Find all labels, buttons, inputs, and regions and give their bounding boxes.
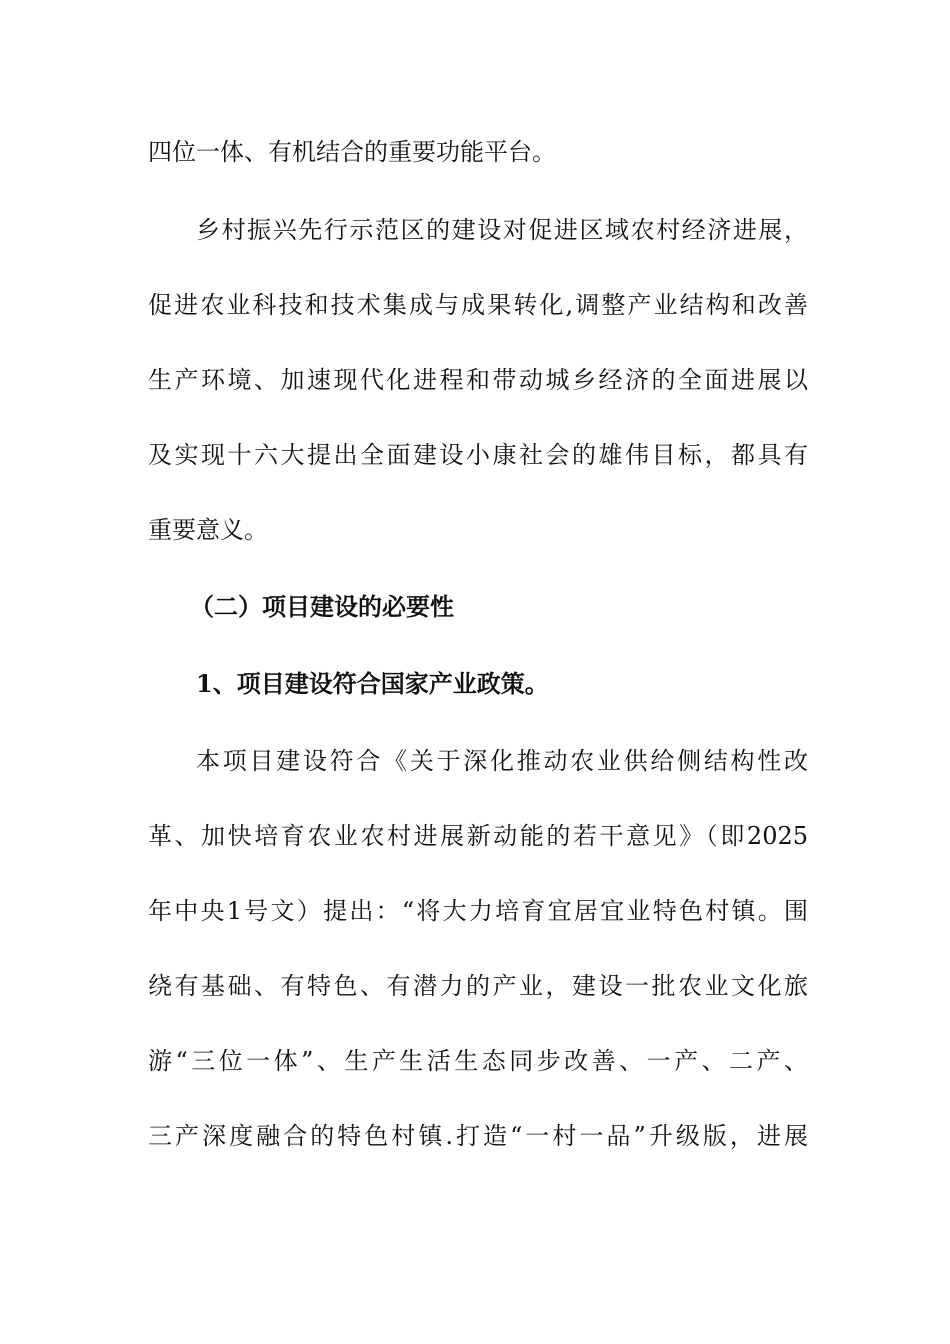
paragraph-line: 及实现十六大提出全面建设小康社会的雄伟目标，都具有 [148,441,808,469]
paragraph-line: 重要意义。 [148,516,268,544]
paragraph-line: 生产环境、加速现代化进程和带动城乡经济的全面进展以 [148,366,808,394]
paragraph-line: 四位一体、有机结合的重要功能平台。 [148,138,556,166]
paragraph-line: 年中央1号文）提出：“将大力培育宜居宜业特色村镇。围 [148,897,808,925]
paragraph-line: 促进农业科技和技术集成与成果转化,调整产业结构和改善 [148,291,808,319]
paragraph-line: 乡村振兴先行示范区的建设对促进区域农村经济进展， [196,216,808,244]
section-heading: （二）项目建设的必要性 [190,592,454,621]
subsection-heading: 1、项目建设符合国家产业政策。 [196,669,549,698]
paragraph-line: 游“三位一体”、生产生活生态同步改善、一产、二产、 [148,1047,808,1075]
paragraph-line: 革、加快培育农业农村进展新动能的若干意见》（即2025 [148,822,808,850]
paragraph-line: 三产深度融合的特色村镇.打造“一村一品”升级版，进展 [148,1122,808,1150]
paragraph-line: 本项目建设符合《关于深化推动农业供给侧结构性改 [196,747,808,775]
paragraph-line: 绕有基础、有特色、有潜力的产业，建设一批农业文化旅 [148,972,808,1000]
